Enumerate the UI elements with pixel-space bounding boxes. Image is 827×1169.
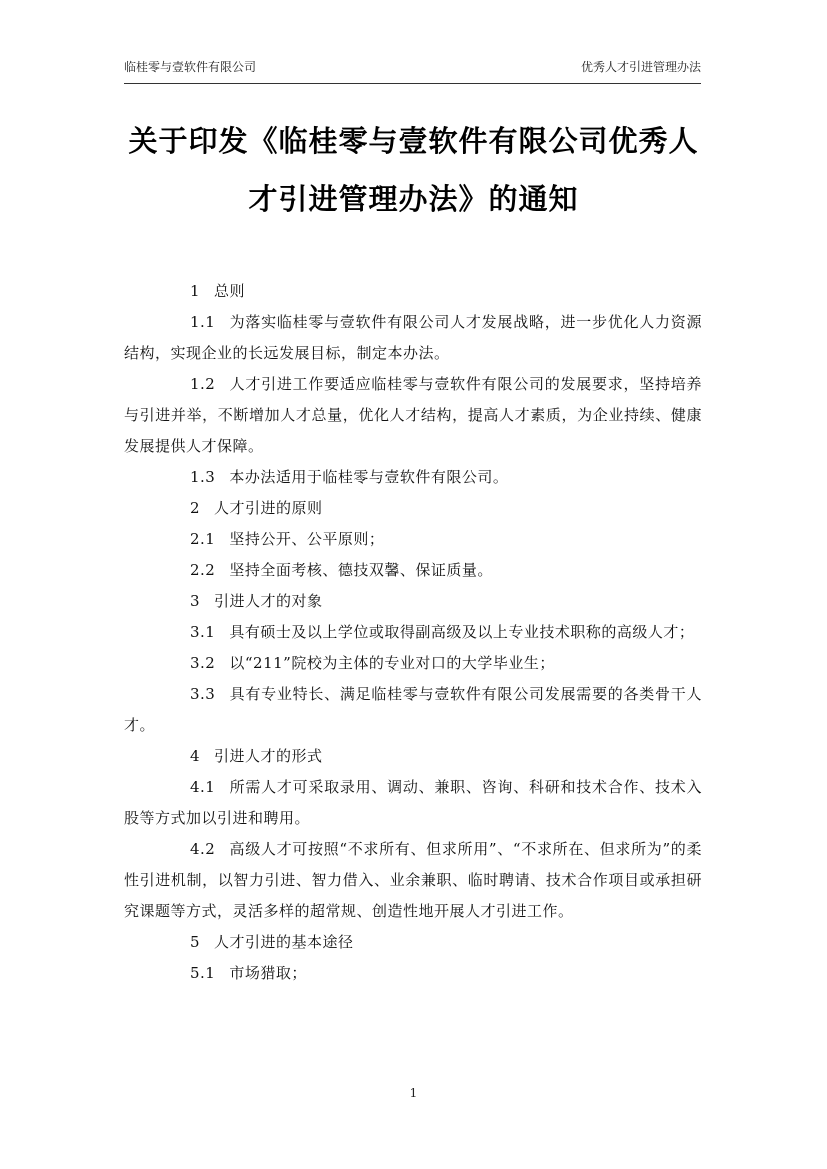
clause-4-1: 4.1 所需人才可采取录用、调动、兼职、咨询、科研和技术合作、技术入股等方式加以引进和聘用。 <box>124 778 702 827</box>
section-4-heading: 4 引进人才的形式 <box>190 747 323 765</box>
clause-2-1: 2.1 坚持公开、公平原则； <box>190 530 385 548</box>
clause-1-1: 1.1 为落实临桂零与壹软件有限公司人才发展战略，进一步优化人力资源结构，实现企业的长远发展目标，制定本办法。 <box>124 313 702 362</box>
section-1-heading: 1 总则 <box>190 282 246 300</box>
document-title <box>118 112 709 228</box>
title-line-2: 才引进管理办法》的通知 <box>248 182 579 216</box>
clause-5-1: 5.1 市场猎取； <box>190 964 307 982</box>
clause-2-2: 2.2 坚持全面考核、德技双馨、保证质量。 <box>190 561 493 579</box>
document-body <box>124 276 702 989</box>
clause-1-2: 1.2 人才引进工作要适应临桂零与壹软件有限公司的发展要求，坚持培养与引进并举，不断增加人才总量，优化人才结构，提高人才素质，为企业持续、健康发展提供人才保障。 <box>124 375 702 455</box>
clause-3-1: 3.1 具有硕士及以上学位或取得副高级及以上专业技术职称的高级人才； <box>190 623 695 641</box>
clause-4-2: 4.2 高级人才可按照“不求所有、但求所用”、“不求所在、但求所为”的柔性引进机制，以智力引进、智力借入、业余兼职、临时聘请、技术合作项目或承担研究课题等方式，灵活多样的超常规、创造性地开展人才引进工作。 <box>124 840 702 920</box>
page-header <box>124 59 701 84</box>
title-line-1: 关于印发《临桂零与壹软件有限公司优秀人 <box>128 124 699 158</box>
header-company-name: 临桂零与壹软件有限公司 <box>124 60 257 74</box>
page-number: 1 <box>409 1086 418 1100</box>
section-2-heading: 2 人才引进的原则 <box>190 499 323 517</box>
clause-1-3: 1.3 本办法适用于临桂零与壹软件有限公司。 <box>190 468 509 486</box>
clause-3-3: 3.3 具有专业特长、满足临桂零与壹软件有限公司发展需要的各类骨干人才。 <box>124 685 702 734</box>
section-3-heading: 3 引进人才的对象 <box>190 592 323 610</box>
section-5-heading: 5 人才引进的基本途径 <box>190 933 354 951</box>
header-document-name: 优秀人才引进管理办法 <box>580 60 701 74</box>
clause-3-2: 3.2 以“211”院校为主体的专业对口的大学毕业生； <box>190 654 555 672</box>
